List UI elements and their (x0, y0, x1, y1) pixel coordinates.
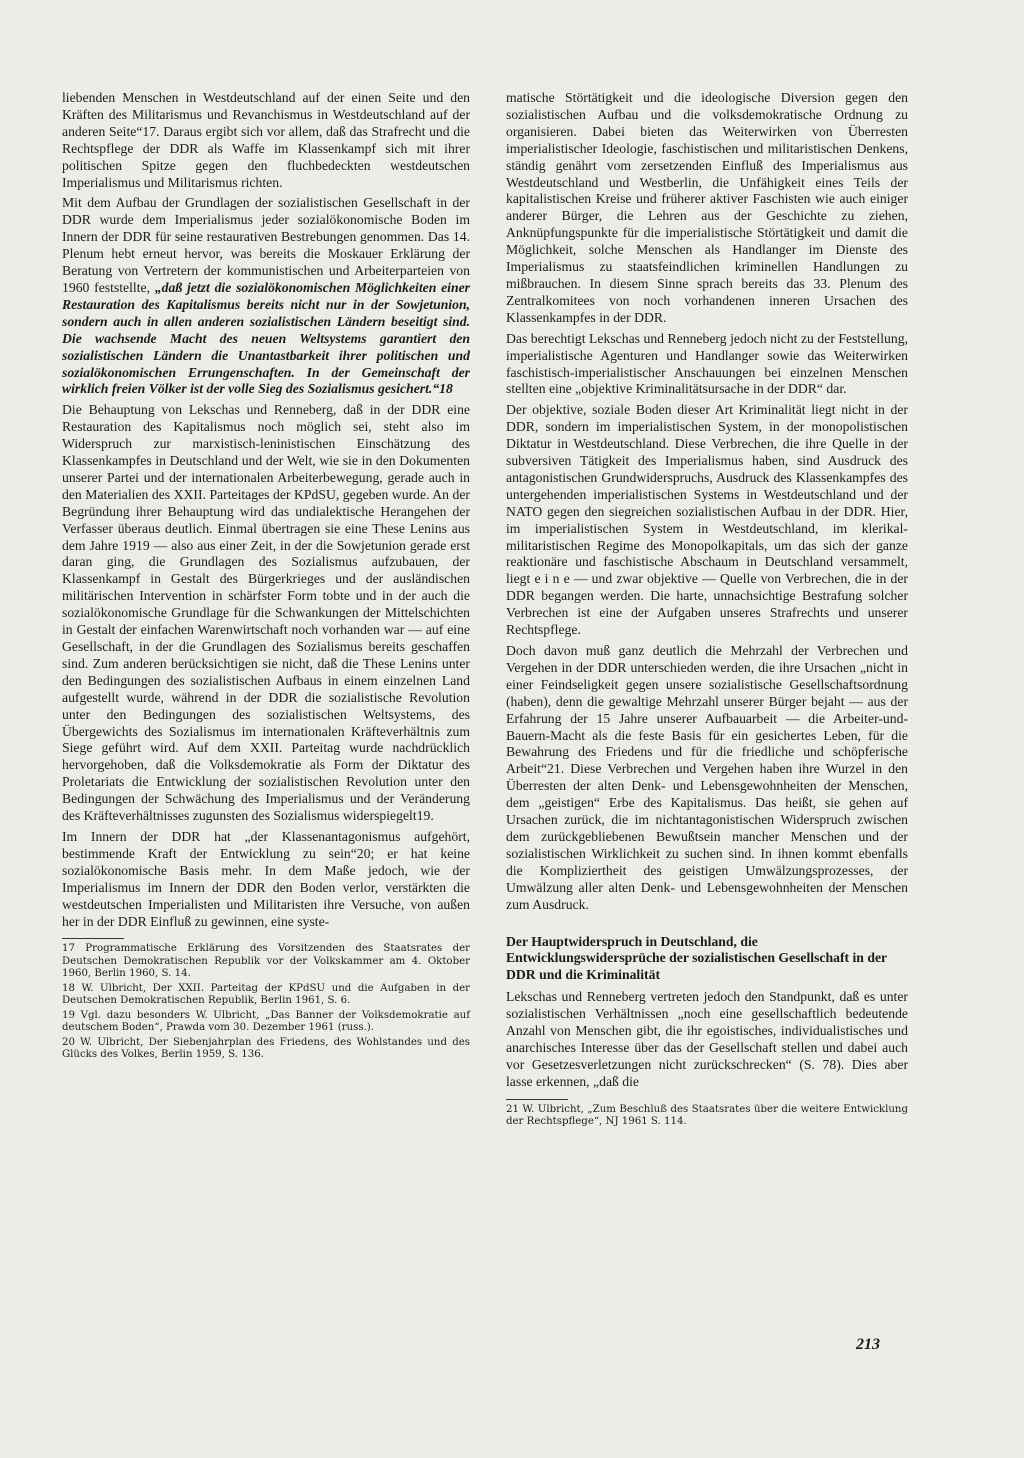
body-paragraph: Im Innern der DDR hat „der Klassenantagonismus aufgehört, bestimmende Kraft der Entwicklung zu sein“20; er hat keine sozialökonomische Basis mehr. In dem Maße jedoch, wie der Imperialismus im Innern der DDR den Boden verlor, verstärkten die westdeutschen Imperialisten und Militaristen ihre Versuche, von außen her in der DDR Einfluß zu gewinnen, eine syste- (62, 828, 470, 929)
footnote: 19 Vgl. dazu besonders W. Ulbricht, „Das Banner der Volksdemokratie auf deutschem Boden“, Prawda vom 30. Dezember 1961 (russ.). (62, 1009, 470, 1033)
body-paragraph: liebenden Menschen in Westdeutschland auf der einen Seite und den Kräften des Militarismus und Revanchismus in Westdeutschland auf der anderen Seite“17. Daraus ergibt sich vor allem, daß das Strafrecht und die Rechtspflege der DDR als Waffe im Klassenkampf sich mit ihrer politischen Spitze gegen den fluchbedeckten westdeutschen Imperialismus und Militarismus richten. (62, 90, 470, 190)
right-column (506, 90, 908, 1131)
body-paragraph: Die Behauptung von Lekschas und Renneberg, daß in der DDR eine Restauration des Kapitalismus noch möglich sei, steht also im Widerspruch zur marxistisch-leninistischen Einschätzung des Klassenkampfes in Deutschland und der Welt, wie sie in den Dokumenten unserer Partei und der internationalen Arbeiterbewegung, gerade auch in den Materialien des XXII. Parteitages der KPdSU, gegeben wurde. An der Begründung ihrer Behauptung wird das undialektische Herangehen der Verfasser überaus deutlich. Einmal übertragen sie eine These Lenins aus dem Jahre 1919 — also aus einer Zeit, in der die Sowjetunion gerade erst daran ging, die Grundlagen des Sozialismus aufzubauen, der Klassenkampf in Gestalt des Bürgerkrieges und der ausländischen militärischen Intervention in schärfster Form tobte und in der auch die sozialökonomische Grundlage für die Schwankungen der Mittelschichten in Gestalt der einfachen Warenwirtschaft noch vorhanden war — auf eine Gesellschaft, in der die Grundlagen des Sozialismus bereits geschaffen sind. Zum anderen berücksichtigen sie nicht, daß die These Lenins unter den Bedingungen des sozialistischen Aufbaus in einem einzelnen Land aufgestellt wurde, während in der DDR die sozialistische Revolution unter den Bedingungen des sozialistischen Weltsystems, des Übergewichts des Sozialismus im internationalen Kräfteverhältnis zum Siege geführt wird. Auf dem XXII. Parteitag wurde nachdrücklich hervorgehoben, daß die Volksdemokratie als Form der Diktatur des Proletariats die Entwicklung der sozialistischen Revolution unter den Bedingungen der Schwächung des Imperialismus und der Veränderung des Kräfteverhältnisses zugunsten des Sozialismus widerspiegelt19. (62, 402, 470, 824)
body-paragraph: Doch davon muß ganz deutlich die Mehrzahl der Verbrechen und Vergehen in der DDR unterschieden werden, die ihre Ursachen „nicht in einer Feindseligkeit gegen unsere sozialistische Gesellschaftsordnung (haben), denn die gewaltige Mehrzahl unserer Bürger bejaht — aus der Erfahrung der 15 Jahre unserer Aufbauarbeit — die Arbeiter-und-Bauern-Macht als die feste Basis für ein gesichertes Leben, für die Bewahrung des Friedens und für die friedliche und schöpferische Arbeit“21. Diese Verbrechen und Vergehen haben ihre Wurzel in den Überresten der alten Denk- und Lebensgewohnheiten der Menschen, dem „geistigen“ Erbe des Kapitalismus. Das heißt, sie gehen auf Ursachen zurück, die im nichtantagonistischen Widerspruch zwischen dem zurückgebliebenen Bewußtsein mancher Menschen und der sozialistischen Wirklichkeit zu suchen sind. In ihnen kommt ebenfalls die Kompliziertheit des geistigen Umwälzungsprozesses, der Umwälzung aller alten Denk- und Lebensgewohnheiten der Menschen zum Ausdruck. (506, 643, 908, 912)
emphasized-quote: „daß jetzt die sozialökonomischen Möglichkeiten einer Restauration des Kapitalismus bereits nicht nur in der Sowjetunion, sondern auch in allen anderen sozialistischen Ländern beseitigt sind. Die wachsende Macht des neuen Weltsystems garantiert den sozialistischen Ländern die Unantastbarkeit ihrer politischen und sozialökonomischen Errungenschaften. In der Gemeinschaft der wirklich freien Völker ist der volle Sieg des Sozialismus gesichert.“18 (62, 279, 471, 397)
body-paragraph: Lekschas und Renneberg vertreten jedoch den Standpunkt, daß es unter sozialistischen Verhältnissen „noch eine gesellschaftlich bedeutende Anzahl von Menschen gibt, die ihr egoistisches, individualistisches und anarchisches Interesse über das der Gesellschaft stellen und dabei auch vor Gesetzesverletzungen nicht zurückschrecken“ (S. 78). Dies aber lasse erkennen, „daß die (506, 989, 908, 1089)
left-column (62, 90, 470, 1064)
section-heading: Der Hauptwiderspruch in Deutschland, die Entwicklungswidersprüche der sozialistischen Gesellschaft in der DDR und die Kriminalität (506, 933, 887, 982)
body-paragraph (62, 195, 470, 398)
paragraph-text: Mit dem Aufbau der Grundlagen der sozialistischen Gesellschaft in der DDR wurde dem Imperialismus jeder sozialökonomische Boden im Innern der DDR für seine restaurativen Bestrebungen genommen. Das 14. Plenum hebt erneut hervor, was bereits die Moskauer Erklärung der Beratung von Vertretern der kommunistischen und Arbeiterparteien von 1960 feststellte, (62, 195, 470, 295)
body-paragraph: matische Störtätigkeit und die ideologische Diversion gegen den sozialistischen Aufbau und die volksdemokratische Ordnung zu organisieren. Dabei bieten das Weiterwirken von Überresten imperialistischer Ideologie, faschistischen und militaristischen Denkens, ständig genährt vom zersetzenden Einfluß des Imperialismus aus Westdeutschland und Westberlin, die Unfähigkeit eines Teils der kapitalistischen Kreise und früherer aktiver Faschisten wie auch einiger anderer Bürger, die Lehren aus der Geschichte zu ziehen, Anknüpfungspunkte für die imperialistische Störtätigkeit und damit die Möglichkeit, solche Menschen als Handlanger im Dienste des Imperialismus zu staatsfeindlichen kriminellen Handlungen zu mißbrauchen. In diesem Sinne sprach bereits das 33. Plenum des Zentralkomitees von noch vorhandenen inneren Ursachen des Klassenkampfes in der DDR. (506, 90, 908, 325)
page-number: 213 (856, 1336, 880, 1353)
footnote-divider (62, 938, 124, 939)
body-paragraph: Der objektive, soziale Boden dieser Art Kriminalität liegt nicht in der DDR, sondern im imperialistischen System, in der monopolistischen Diktatur in Westdeutschland. Diese Verbrechen, die ihre Quelle in der subversiven Tätigkeit des Imperialismus haben, sind Ausdruck des antagonistischen Grundwiderspruchs, Ausdruck des Klassenkampfes des untergehenden imperialistischen Systems in Westdeutschland und der NATO gegen den siegreichen sozialistischen Aufbau in der DDR. Hier, im imperialistischen System in Westdeutschland, im klerikal-militaristischen Regime des Monopolkapitals, um das sich der ganze reaktionäre und faschistische Abschaum in Deutschland versammelt, liegt e i n e — und zwar objektive — Quelle von Verbrechen, die in der DDR begangen werden. Die harte, unnachsichtige Bestrafung solcher Verbrechen ist eine der Aufgaben unseres Strafrechts und unserer Rechtspflege. (506, 402, 908, 638)
footnote-divider (506, 1099, 568, 1100)
footnote: 17 Programmatische Erklärung des Vorsitzenden des Staatsrates der Deutschen Demokratischen Republik vor der Volkskammer am 4. Oktober 1960, Berlin 1960, S. 14. (62, 943, 470, 979)
body-paragraph: Das berechtigt Lekschas und Renneberg jedoch nicht zu der Feststellung, imperialistische Agenturen und Handlanger sowie das Weiterwirken faschistisch-imperialistischer Anschauungen bei einzelnen Menschen stellten eine „objektive Kriminalitätsursache in der DDR“ dar. (506, 330, 908, 397)
footnote: 21 W. Ulbricht, „Zum Beschluß des Staatsrates über die weitere Entwicklung der Rechtspflege“, NJ 1961 S. 114. (506, 1103, 908, 1127)
footnote: 18 W. Ulbricht, Der XXII. Parteitag der KPdSU und die Aufgaben in der Deutschen Demokratischen Republik, Berlin 1961, S. 6. (62, 982, 470, 1006)
footnote: 20 W. Ulbricht, Der Siebenjahrplan des Friedens, des Wohlstandes und des Glücks des Volkes, Berlin 1959, S. 136. (62, 1037, 470, 1061)
